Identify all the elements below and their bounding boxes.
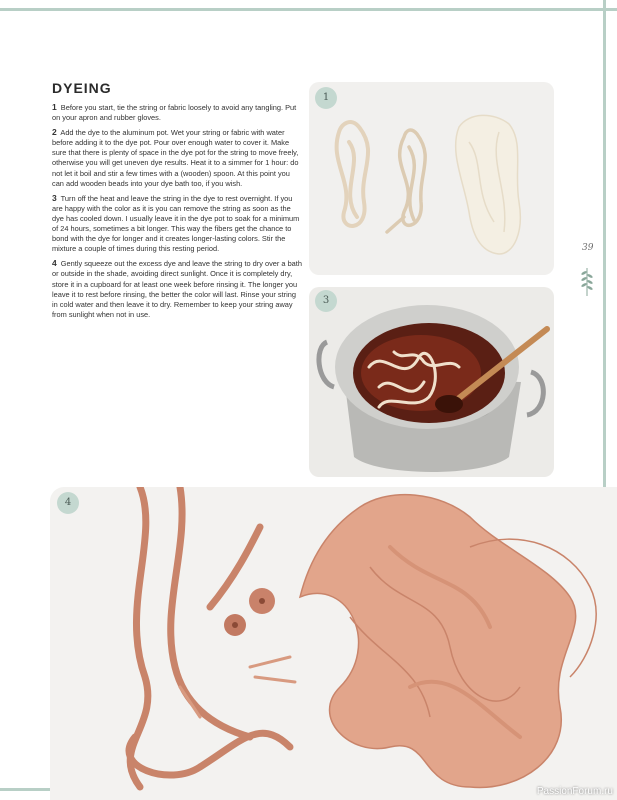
step-number: 1	[52, 102, 57, 112]
top-decorative-rule	[0, 8, 603, 11]
dye-pot-illustration	[309, 287, 554, 477]
step-3	[52, 193, 302, 255]
photo-undyed-strings	[309, 82, 554, 275]
step-2	[52, 127, 302, 189]
photo-dyed-results	[50, 487, 617, 800]
step-number: 2	[52, 127, 57, 138]
step-text: Before you start, tie the string or fabric loosely to avoid any tangling. Put on your apron and rubber gloves.	[52, 103, 297, 123]
photo-number-badge-1: 1	[315, 87, 337, 109]
watermark-text: PassionForum.ru	[536, 786, 613, 797]
fern-leaf-icon	[579, 266, 595, 298]
dyed-results-illustration	[50, 487, 617, 800]
step-number: 3	[52, 192, 57, 203]
page-title: DYEING	[52, 80, 112, 96]
bottom-decorative-rule	[0, 788, 50, 791]
photo-number-badge-3: 3	[315, 290, 337, 312]
step-text: Turn off the heat and leave the string in the dye to rest overnight. If you are happy with the color as it is you can remove the string as soon as the dye has cooled down. I usually leave it in the dye pot to soak for a minimum of 24 hours, sometimes a bit longer. This way the fibers get the chance to bond with the dye for longer and it creates longer-lasting colors. Stir the mixture a couple of times during this resting period.	[52, 193, 300, 254]
undyed-strings-illustration	[309, 82, 554, 275]
steps-list	[52, 102, 302, 324]
photo-dye-pot	[309, 287, 554, 477]
step-number: 4	[52, 258, 57, 269]
photo-number-badge-4: 4	[57, 492, 79, 514]
step-1	[52, 102, 302, 123]
top-right-decorative-rule	[606, 8, 617, 11]
step-text: Gently squeeze out the excess dye and leave the string to dry over a bath or outside in the shade, avoiding direct sunlight. Once it is completely dry, store it in a cupboard for at least one week before rinsing it. The longer you leave it to rest before rinsing, the better the color will last. Rinse your string in cold water and then leave it to dry. Remember to keep your string away from sunlight when not in use.	[52, 259, 302, 319]
step-text: Add the dye to the aluminum pot. Wet your string or fabric with water before adding it to the dye pot. Pour over enough water to cover it. Make sure that there is plenty of space in the dye pot for the string to move freely, otherwise you will get uneven dye results. Heat it to a simmer for 1 hour: do not let it boil and stir a few times with a (wooden) spoon. At this point you can add wooden beads into your dye bath too, if you wish.	[52, 128, 299, 188]
step-4	[52, 258, 302, 320]
page-number: 39	[582, 243, 594, 253]
